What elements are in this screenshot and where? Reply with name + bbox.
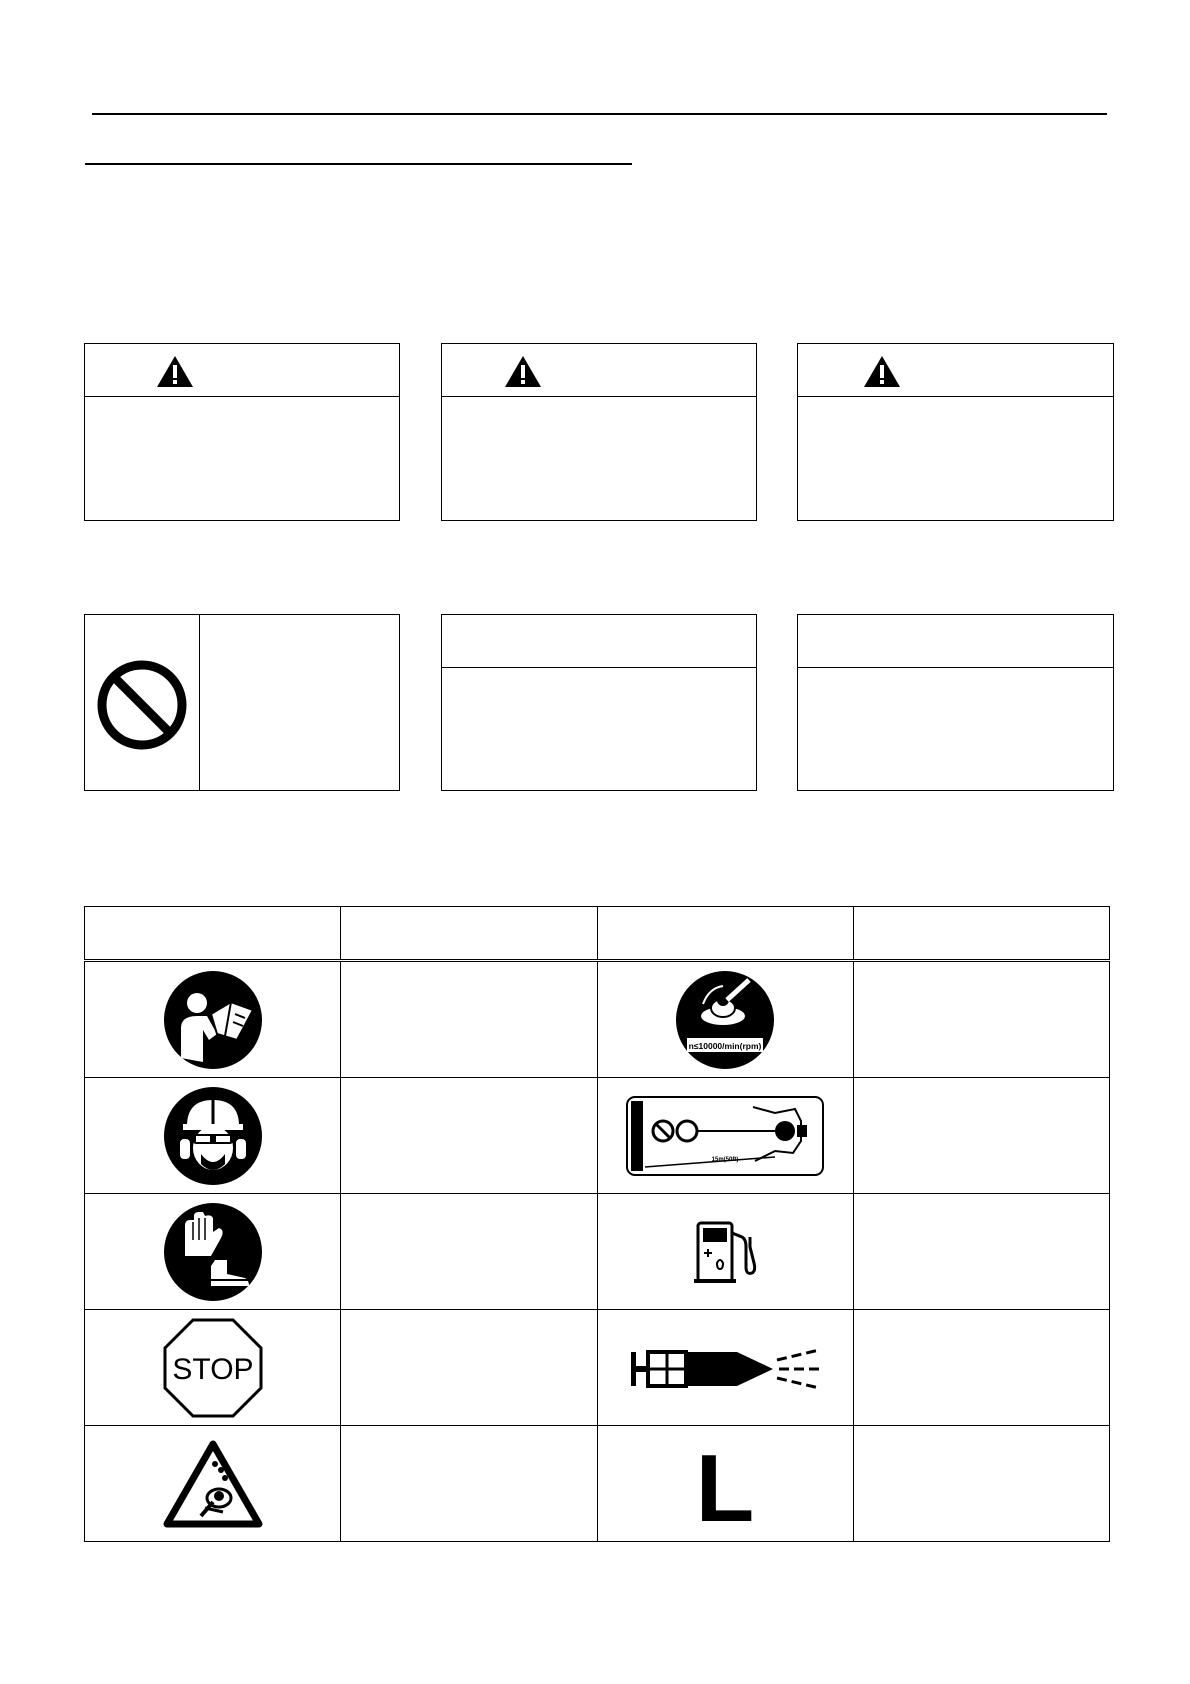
prohibition-icon-cell <box>85 615 200 790</box>
symbol-cell <box>597 1310 853 1426</box>
choke-lever-icon <box>627 1346 823 1390</box>
section-title-rule <box>85 163 632 165</box>
symbol-cell <box>85 1078 341 1194</box>
prohibition-icon <box>95 658 189 752</box>
warning-box-header <box>442 344 756 397</box>
warning-box <box>441 343 757 521</box>
description-cell <box>853 961 1109 1078</box>
table-row <box>85 1310 1110 1426</box>
header-description-col <box>341 907 597 961</box>
description-cell <box>341 1310 597 1426</box>
description-cell <box>341 1426 597 1542</box>
safety-distance-text: 15m(50ft) <box>711 1156 739 1163</box>
symbol-cell <box>85 1426 341 1542</box>
read-manual-icon <box>163 970 263 1070</box>
description-cell <box>853 1194 1109 1310</box>
warning-triangle-icon <box>156 355 194 388</box>
header-symbol-col <box>597 907 853 961</box>
description-cell <box>341 1078 597 1194</box>
notice-box <box>441 614 757 791</box>
table-row <box>85 1426 1110 1542</box>
note-box <box>797 614 1114 791</box>
prohibition-box <box>84 614 400 791</box>
safety-distance-label-icon <box>625 1095 825 1177</box>
description-cell <box>853 1310 1109 1426</box>
header-description-col <box>853 907 1109 961</box>
danger-box-header <box>85 344 399 397</box>
header-rule <box>92 113 1107 115</box>
description-cell <box>853 1426 1109 1542</box>
description-cell <box>341 1194 597 1310</box>
notice-box-header <box>442 615 756 668</box>
danger-box <box>84 343 400 521</box>
flying-debris-warning-icon <box>163 1440 263 1528</box>
symbol-cell <box>597 1426 853 1542</box>
symbol-cell <box>85 1194 341 1310</box>
caution-box-header <box>798 344 1113 397</box>
stop-sign-icon <box>163 1318 263 1418</box>
header-symbol-col <box>85 907 341 961</box>
letter-l-icon <box>690 1439 760 1529</box>
table-row <box>85 961 1110 1078</box>
symbol-cell <box>597 1078 853 1194</box>
letter-l-text: L <box>695 1438 755 1529</box>
description-cell <box>341 961 597 1078</box>
warning-triangle-icon <box>504 355 542 388</box>
symbol-table <box>84 906 1110 1542</box>
cutting-head-max-speed-icon <box>675 970 775 1070</box>
fuel-pump-icon <box>690 1217 760 1287</box>
symbol-cell <box>597 1194 853 1310</box>
symbol-cell <box>85 1310 341 1426</box>
stop-sign-text: STOP <box>172 1352 254 1386</box>
note-box-header <box>798 615 1113 668</box>
symbol-cell <box>85 961 341 1078</box>
warning-triangle-icon <box>863 355 901 388</box>
speed-rating-text: n≤10000/min(rpm) <box>688 1040 762 1051</box>
symbol-table-header <box>85 907 1110 961</box>
caution-box <box>797 343 1114 521</box>
symbol-cell <box>597 961 853 1078</box>
gloves-boots-icon <box>163 1202 263 1302</box>
table-row <box>85 1078 1110 1194</box>
description-cell <box>853 1078 1109 1194</box>
head-eye-ear-protection-icon <box>163 1086 263 1186</box>
table-row <box>85 1194 1110 1310</box>
